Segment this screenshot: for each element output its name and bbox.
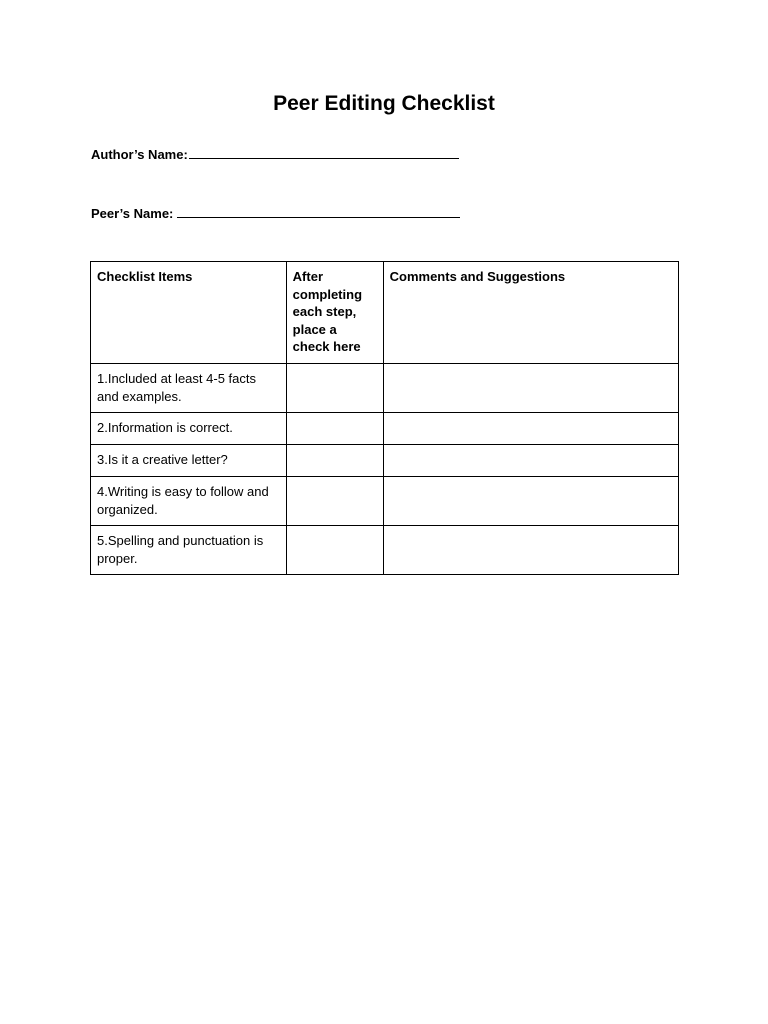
- table-row: [91, 445, 679, 477]
- checklist-table: [90, 261, 679, 575]
- author-name-label: Author’s Name:: [91, 147, 188, 162]
- table-row: [91, 526, 679, 575]
- comments-cell[interactable]: [383, 445, 678, 477]
- comments-cell[interactable]: [383, 364, 678, 413]
- table-row: [91, 364, 679, 413]
- table-header-row: [91, 262, 679, 364]
- check-cell[interactable]: [286, 477, 383, 526]
- check-cell[interactable]: [286, 526, 383, 575]
- comments-cell[interactable]: [383, 413, 678, 445]
- peer-name-blank-line[interactable]: [177, 204, 460, 218]
- header-check-column: After completing each step, place a check here: [286, 262, 383, 364]
- checklist-item: 1.Included at least 4-5 facts and examples.: [91, 364, 287, 413]
- comments-cell[interactable]: [383, 526, 678, 575]
- check-cell[interactable]: [286, 445, 383, 477]
- table-row: [91, 477, 679, 526]
- check-cell[interactable]: [286, 364, 383, 413]
- author-name-blank-line[interactable]: [189, 145, 459, 159]
- check-cell[interactable]: [286, 413, 383, 445]
- checklist-item: 2.Information is correct.: [91, 413, 287, 445]
- checklist-item: 3.Is it a creative letter?: [91, 445, 287, 477]
- checklist-item: 4.Writing is easy to follow and organized.: [91, 477, 287, 526]
- peer-name-field: [91, 204, 460, 221]
- peer-name-label: Peer’s Name:: [91, 206, 174, 221]
- header-comments: Comments and Suggestions: [383, 262, 678, 364]
- author-name-field: [91, 145, 459, 162]
- page-title: Peer Editing Checklist: [273, 92, 495, 115]
- header-checklist-items: Checklist Items: [91, 262, 287, 364]
- comments-cell[interactable]: [383, 477, 678, 526]
- table-row: [91, 413, 679, 445]
- checklist-item: 5.Spelling and punctuation is proper.: [91, 526, 287, 575]
